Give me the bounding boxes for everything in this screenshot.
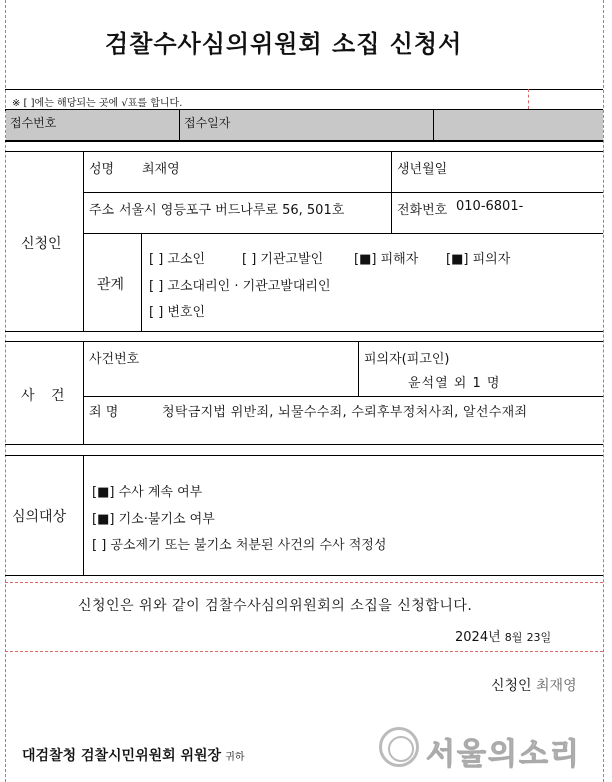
- receipt-divider: [179, 110, 180, 140]
- section-divider: [83, 455, 84, 575]
- receipt-number-label: 접수번호: [10, 116, 57, 130]
- phone-label: 전화번호: [397, 203, 448, 218]
- right-margin-line: [603, 0, 604, 782]
- suspect-value: 윤석열 외 1 명: [408, 376, 501, 391]
- relation-proxy: [ ] 고소대리인 · 기관고발대리인: [149, 279, 331, 294]
- applicant-section-label: 신청인: [21, 236, 62, 252]
- charge-label: 죄 명: [89, 405, 119, 420]
- section-divider: [83, 341, 84, 444]
- divider: [84, 233, 603, 234]
- divider: [5, 444, 603, 445]
- divider: [84, 192, 603, 193]
- watermark-logo-icon: [379, 727, 419, 767]
- phone-value: 010-6801-: [456, 199, 524, 214]
- divider: [5, 575, 603, 576]
- relation-complainant: [ ] 고소인: [149, 252, 206, 267]
- birth-label: 생년월일: [397, 162, 448, 177]
- addressee: 대검찰청 검찰시민위원회 위원장 귀하: [22, 748, 245, 764]
- divider: [5, 140, 603, 142]
- signature: 신청인 최재영: [491, 678, 577, 694]
- watermark-text: 서울의소리: [426, 737, 581, 772]
- statement: 신청인은 위와 같이 검찰수사심의위원회의 소집을 신청합니다.: [78, 598, 473, 614]
- relation-suspect: [■] 피의자: [446, 252, 511, 267]
- note-divider: [528, 89, 529, 109]
- review-propriety: [ ] 공소제기 또는 불기소 처분된 사건의 수사 적정성: [92, 538, 387, 553]
- relation-victim: [■] 피해자: [354, 252, 419, 267]
- receipt-divider: [433, 110, 434, 140]
- receipt-bar: [6, 110, 603, 140]
- divider: [5, 341, 603, 342]
- divider: [5, 582, 603, 583]
- form-title: 검찰수사심의위원회 소집 신청서: [105, 30, 463, 58]
- section-divider: [83, 151, 84, 331]
- relation-agency-accuser: [ ] 기관고발인: [242, 252, 324, 267]
- suspect-label: 피의자(피고인): [364, 352, 450, 367]
- review-indictment: [■] 기소·불기소 여부: [92, 512, 215, 527]
- address-value: 서울시 영등포구 버드나루로 56, 501호: [119, 203, 345, 218]
- relation-label: 관계: [97, 277, 125, 293]
- name-value: 최재영: [142, 162, 180, 177]
- relation-lawyer: [ ] 변호인: [149, 305, 206, 320]
- case-section-label: 사 건: [21, 388, 71, 404]
- divider: [5, 331, 603, 332]
- cell-divider: [358, 341, 359, 396]
- name-label: 성명: [89, 162, 115, 177]
- date-line: 2024년 8월 23일: [455, 630, 552, 645]
- divider: [5, 455, 603, 456]
- form-note: ※ [ ]에는 해당되는 곳에 √표를 합니다.: [12, 98, 183, 109]
- receipt-date-label: 접수일자: [184, 116, 231, 130]
- cell-divider: [141, 233, 142, 331]
- case-number-label: 사건번호: [89, 352, 140, 367]
- divider: [84, 396, 603, 397]
- divider: [5, 651, 603, 652]
- divider: [5, 89, 603, 90]
- charge-value: 청탁금지법 위반죄, 뇌물수수죄, 수뢰후부정처사죄, 알선수재죄: [162, 405, 528, 420]
- review-section-label: 심의대상: [12, 509, 67, 525]
- review-continue: [■] 수사 계속 여부: [92, 485, 203, 500]
- address-label: 주소: [89, 203, 115, 218]
- divider: [5, 151, 603, 152]
